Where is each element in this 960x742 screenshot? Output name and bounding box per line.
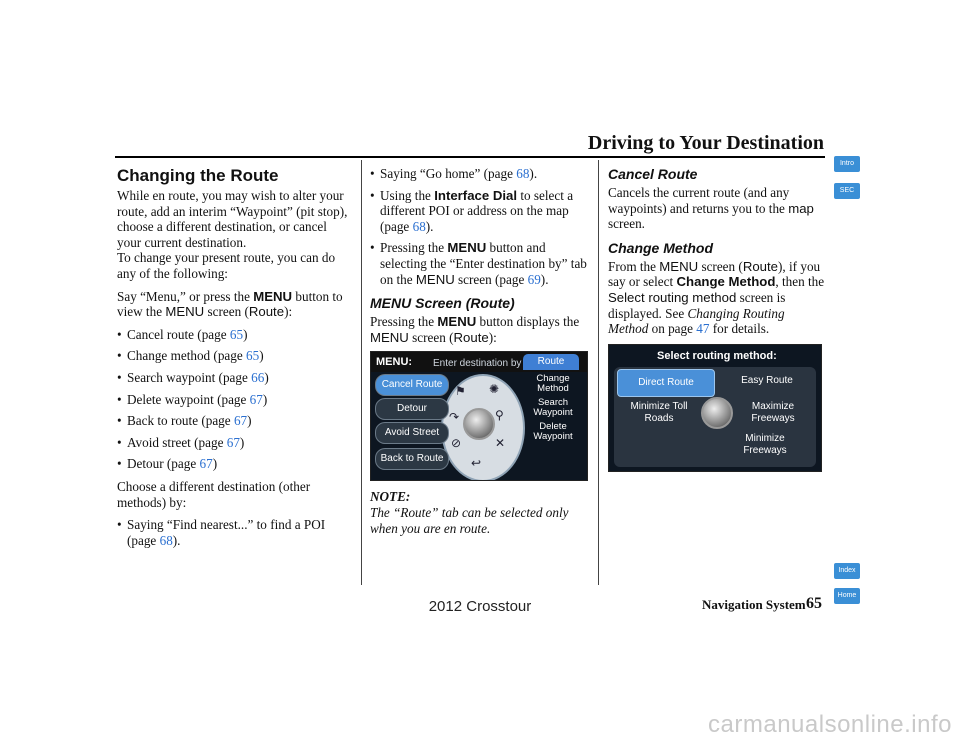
search-icon: ⚲ xyxy=(495,408,504,423)
map-screen-ref: map xyxy=(788,200,814,216)
menu-button-ref: MENU xyxy=(437,314,477,330)
b2-post: ). xyxy=(425,218,434,234)
b2-mid: to select a different POI or address on the map (page xyxy=(380,187,574,234)
b1-pre: Saying “Go home” (page xyxy=(380,166,517,181)
list-item xyxy=(370,240,592,287)
select-routing-screen-ref: Select routing method xyxy=(608,289,737,305)
route-ref: Route xyxy=(742,258,779,274)
page-link[interactable]: 68 xyxy=(516,166,530,181)
item-close: ) xyxy=(259,348,264,364)
item-text: Search waypoint (page xyxy=(127,369,252,385)
destination-methods-list xyxy=(370,166,592,287)
footer-page-number: 65 xyxy=(806,595,822,612)
changing-route-heading: Changing the Route xyxy=(117,166,279,185)
side-tab-home[interactable]: Home xyxy=(834,588,860,604)
footer-system-name: Navigation System xyxy=(702,597,806,612)
item-close: ) xyxy=(264,369,269,385)
column-3 xyxy=(608,166,828,472)
screen2-direct-route: Direct Route xyxy=(617,369,715,397)
screen2-minimize-toll: Minimize Toll Roads xyxy=(630,400,688,424)
column-1 xyxy=(117,166,353,555)
p-pre: Pressing the xyxy=(370,314,438,330)
item-text: Cancel route (page xyxy=(127,326,230,342)
screen2-header: Select routing method: xyxy=(657,349,777,362)
changing-routing-method-ref: Changing Routing Method xyxy=(608,305,785,337)
screen-back-to-route: Back to Route xyxy=(375,448,449,470)
b3-mid2: screen (page xyxy=(454,271,528,287)
intro-paragraph xyxy=(117,188,353,282)
footer-model: 2012 Crosstour xyxy=(428,598,532,615)
select-routing-method-screen-illustration xyxy=(608,344,822,472)
waypoint-icon: ⚑ xyxy=(455,384,466,399)
list-item xyxy=(117,327,353,343)
list-item xyxy=(117,456,353,472)
screen-delete-waypoint: Delete Waypoint xyxy=(533,421,573,443)
list-item xyxy=(117,348,353,364)
say-mid: button to view the xyxy=(117,288,343,320)
p-mid2: screen ( xyxy=(408,329,454,345)
footer-watermark: carmanualsonline.info xyxy=(708,711,952,738)
list-item xyxy=(370,166,592,182)
screen-menu-label: MENU: xyxy=(376,356,413,369)
b1-post: ). xyxy=(529,166,538,181)
column-2 xyxy=(370,166,592,543)
item-text: Avoid street (page xyxy=(127,434,227,450)
change-method-paragraph xyxy=(608,259,828,337)
menu-button-ref: MENU xyxy=(447,240,487,256)
p2-mid5: on page xyxy=(648,321,697,337)
change-method-heading: Change Method xyxy=(608,239,713,256)
list-item xyxy=(117,370,353,386)
b2-pre: Using the xyxy=(380,187,435,203)
p2-pre: From the xyxy=(608,258,660,274)
screen2-minimize-freeways: Minimize Freeways xyxy=(743,432,787,456)
route-ref: Route xyxy=(453,329,489,345)
menu-screen-paragraph xyxy=(370,314,592,345)
menu-route-screen-illustration xyxy=(370,351,588,481)
page-link[interactable]: 67 xyxy=(199,456,213,472)
say-menu-paragraph xyxy=(117,289,353,320)
screen-enter-destination-tab: Enter destination by xyxy=(433,358,522,370)
screen2-easy-route: Easy Route xyxy=(741,374,793,386)
change-method-ref: Change Method xyxy=(676,274,776,290)
say-end: ): xyxy=(284,304,293,320)
menu-screen-ref: MENU xyxy=(370,329,409,345)
screen-change-method: Change Method xyxy=(536,373,570,395)
list-item xyxy=(117,392,353,408)
column-divider-1 xyxy=(361,160,362,585)
other-methods-list xyxy=(117,517,353,548)
note xyxy=(370,489,592,536)
p2-mid2: ), if you say or select xyxy=(608,258,821,290)
page-link[interactable]: 65 xyxy=(246,348,260,364)
menu-screen-ref: MENU xyxy=(415,271,455,287)
avoid-icon: ⊘ xyxy=(451,436,462,451)
page-link[interactable]: 65 xyxy=(229,326,244,342)
screen-route-tab: Route xyxy=(523,354,579,370)
page-link[interactable]: 67 xyxy=(226,434,240,450)
page-link[interactable]: 47 xyxy=(696,321,710,337)
item-close: ) xyxy=(239,434,245,450)
item-text: Detour (page xyxy=(127,456,200,472)
detour-icon: ↷ xyxy=(449,410,460,425)
page-link[interactable]: 68 xyxy=(159,532,173,548)
item-text: Back to route (page xyxy=(127,413,234,429)
cancel-route-paragraph xyxy=(608,185,828,232)
list-item xyxy=(117,517,353,548)
note-text: The “Route” tab can be selected only when you are en route. xyxy=(370,504,569,536)
intro-text-2: To change your present route, you can do any of the following: xyxy=(117,250,336,281)
p-mid: button displays the xyxy=(476,314,580,330)
item-close: ) xyxy=(262,391,268,407)
item-close: ) xyxy=(247,413,252,429)
cancel-route-heading: Cancel Route xyxy=(608,166,698,182)
p1-post: screen. xyxy=(608,216,645,232)
screen2-maximize-freeways: Maximize Freeways xyxy=(751,400,795,424)
route-options-list xyxy=(117,327,353,472)
b3-mid: button and selecting the “Enter destination by” tab on the xyxy=(380,240,587,287)
p2-post: for details. xyxy=(709,321,770,337)
header-rule xyxy=(115,156,825,158)
page-link[interactable]: 68 xyxy=(412,218,426,234)
side-tab-intro[interactable]: Intro xyxy=(834,156,860,172)
page-link[interactable]: 66 xyxy=(251,369,265,385)
menu-button-ref: MENU xyxy=(253,288,293,304)
intro-text: While en route, you may wish to alter your route, add an interim “Waypoint” (pit stop), choose a different destination, or cancel your current destination. xyxy=(117,188,348,250)
item-text: Delete waypoint (page xyxy=(127,391,250,407)
b3-pre: Pressing the xyxy=(380,240,448,256)
screen-avoid-street: Avoid Street xyxy=(375,422,449,444)
say-pre: Say “Menu,” or press the xyxy=(117,288,254,304)
screen-cancel-route: Cancel Route xyxy=(375,374,449,396)
interface-dial-icon xyxy=(701,397,733,429)
side-tab-sec[interactable]: SEC xyxy=(834,183,860,199)
menu-screen-ref: MENU xyxy=(165,304,205,320)
find-pre: Saying “Find nearest...” to find a POI (page xyxy=(127,517,326,548)
p-post: ): xyxy=(488,329,497,345)
p1-pre: Cancels the current route (and any waypoints) and returns you to the xyxy=(608,185,790,216)
menu-screen-ref: MENU xyxy=(659,258,699,274)
screen-search-waypoint: Search Waypoint xyxy=(533,397,573,419)
item-close: ) xyxy=(243,326,248,342)
note-title: NOTE: xyxy=(370,489,411,505)
screen-detour: Detour xyxy=(375,398,449,420)
interface-dial-ref: Interface Dial xyxy=(434,187,518,203)
item-text: Change method (page xyxy=(127,348,247,364)
find-post: ). xyxy=(172,532,181,548)
p2-mid: screen ( xyxy=(698,258,743,274)
say-post: screen ( xyxy=(204,304,249,320)
page-link[interactable]: 67 xyxy=(233,413,248,429)
route-icon: ✺ xyxy=(489,382,500,397)
column-divider-2 xyxy=(598,160,599,585)
back-route-icon: ↩ xyxy=(471,456,482,471)
side-tab-index[interactable]: Index xyxy=(834,563,860,579)
list-item xyxy=(117,435,353,451)
menu-screen-route-heading: MENU Screen (Route) xyxy=(370,295,515,312)
page-header-title: Driving to Your Destination xyxy=(587,132,824,154)
p2-mid3: , then the xyxy=(775,274,825,290)
page-link[interactable]: 67 xyxy=(249,391,263,407)
b3-post: ). xyxy=(540,271,549,287)
choose-paragraph: Choose a different destination (other methods) by: xyxy=(117,478,311,510)
list-item xyxy=(370,188,592,235)
delete-icon: ✕ xyxy=(495,436,506,451)
list-item xyxy=(117,413,353,429)
page-link[interactable]: 69 xyxy=(527,271,541,287)
item-close: ) xyxy=(212,456,218,472)
route-ref: Route xyxy=(248,304,285,320)
p2-mid4: screen is displayed. See xyxy=(608,289,786,321)
